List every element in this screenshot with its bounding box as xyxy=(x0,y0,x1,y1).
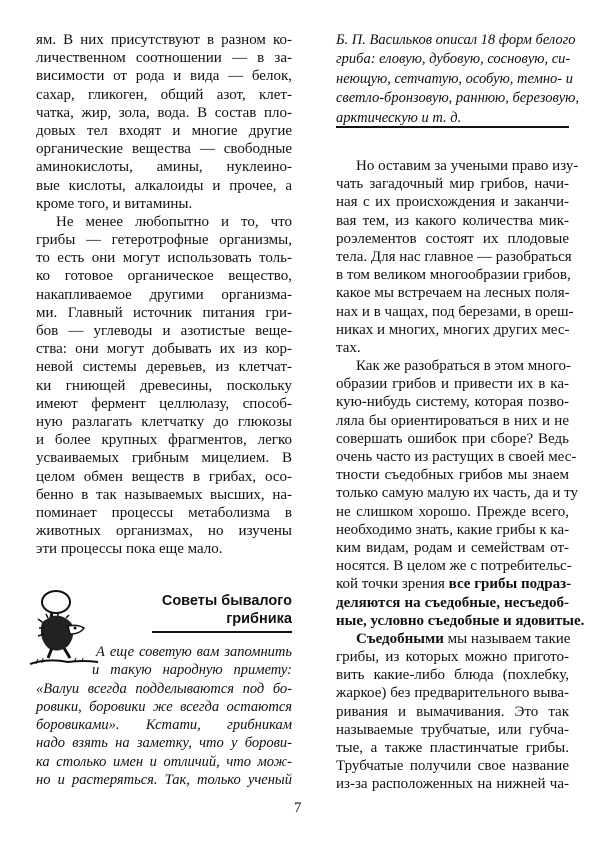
text-line: жаркое) без предварительного выва- xyxy=(336,685,569,702)
paragraph xyxy=(36,643,292,789)
text-line: в том великом многообразии грибов, xyxy=(336,267,571,284)
paragraph xyxy=(336,157,579,357)
text-line: нах и в чащах, под березами, в ореш- xyxy=(336,303,574,320)
text-line: гриба: еловую, дубовую, сосновую, си- xyxy=(336,51,571,68)
text-line: но и растеряться. Так, только ученый xyxy=(36,772,292,789)
text-line: аминокислоты, амины, нуклеино- xyxy=(36,159,292,176)
text-line: ко готовое органическое вещество, xyxy=(36,268,292,285)
sidebar-title-line: грибника xyxy=(226,611,292,627)
sidebar-title-line: Советы бывалого xyxy=(161,593,292,609)
text-line: вые кислоты, алкалоиды и прочее, а xyxy=(36,177,292,194)
text-line: целом обмен веществ в грибах, осо- xyxy=(36,468,292,485)
text-line: висимости от рода и вида — белок, xyxy=(36,68,292,85)
text-line: и более крупных фрагментов, легко xyxy=(36,432,292,449)
text-line: накапливаемое другими организма- xyxy=(36,286,292,303)
text-line: ровики, боровики же всегда остаются xyxy=(36,698,292,715)
text-line: то есть они могут использовать толь- xyxy=(36,250,292,267)
note-divider xyxy=(336,126,569,128)
text-line: личественном соотношении — в за- xyxy=(36,50,292,67)
text-line: Но оставим за учеными право изу- xyxy=(356,158,579,174)
text-line: тности съедобных грибов мы знаем xyxy=(336,467,569,484)
text-line: образии грибов и привести их в ка- xyxy=(336,376,569,393)
left-column xyxy=(36,31,292,558)
text-line: кроме того, и витамины. xyxy=(36,195,193,212)
bold-text: ные, условно съедобные и ядовитые. xyxy=(336,612,585,629)
text-line: А еще советую вам запомнить xyxy=(96,644,292,660)
text-line: органические вещества — свободные xyxy=(36,141,292,158)
text-line: грибы, из которых можно пригото- xyxy=(336,649,569,666)
text-line: ства: они могут добывать их из кор- xyxy=(36,341,292,358)
text-span: кой точки зрения xyxy=(336,576,449,593)
text-line: ривания и вымачивания. Это так xyxy=(336,703,569,720)
text-line: тела. Для нас главное — разобраться xyxy=(336,248,572,265)
text-line: Не менее любопытно и то, что xyxy=(56,213,292,230)
text-line: ная с их происхождения и заканчи- xyxy=(336,194,569,211)
sidebar-divider xyxy=(152,631,292,633)
text-line: надо взять на заметку, что у борови- xyxy=(36,735,292,752)
text-line: бенно в так называемых высших, на- xyxy=(36,486,292,503)
text-line: Трубчатые получили свое название xyxy=(336,758,569,775)
right-column xyxy=(336,157,585,794)
text-line: Б. П. Васильков описал 18 форм белого xyxy=(336,32,576,48)
text-line: очень часто из растущих в своей мес- xyxy=(336,449,577,465)
text-line: животных организмах, но изучены xyxy=(36,523,292,540)
paragraph xyxy=(36,213,292,559)
text-line: ки гниющей древесины, поскольку xyxy=(36,377,292,394)
text-line: роэлементов состоят их плодовые xyxy=(336,230,569,247)
sidebar-tip-text xyxy=(36,643,292,789)
paragraph xyxy=(336,630,569,794)
text-line: ким видам, родам и семействам от- xyxy=(336,539,569,556)
text-line xyxy=(336,594,569,612)
text-line: невой системы деревьев, из клетчат- xyxy=(36,359,292,376)
text-line: грибы — гетеротрофные организмы, xyxy=(36,232,292,249)
text-line: никах и многих, многих других мес- xyxy=(336,321,570,338)
paragraph xyxy=(336,31,580,128)
note-box xyxy=(336,31,580,128)
paragraph xyxy=(336,357,585,630)
bold-text: Съедобными xyxy=(356,630,444,647)
text-line: тые, а также пластинчатые грибы. xyxy=(336,740,569,756)
text-line: необходимо знать, какие грибы к ка- xyxy=(336,521,570,538)
text-line: бов — углеводы и азотистые веще- xyxy=(36,323,292,339)
text-line: кую-нибудь систему, которая позво- xyxy=(336,394,569,411)
text-line: вить какие-либо блюда (похлебку, xyxy=(336,667,569,684)
text-line: не слишком хорошо. Прежде всего, xyxy=(336,503,569,520)
text-line xyxy=(336,612,585,630)
text-line: арктическую и т. д. xyxy=(336,109,462,126)
text-line: тах. xyxy=(336,339,361,356)
text-line: называемые трубчатые, или губча- xyxy=(336,721,569,738)
paragraph xyxy=(36,31,292,213)
bold-text: деляются на съедобные, несъедоб- xyxy=(336,594,569,611)
bold-text: все грибы подраз- xyxy=(448,576,572,593)
text-span: мы называем такие xyxy=(443,630,571,647)
text-line: носятся. В целом же с потребительс- xyxy=(336,558,572,575)
text-line: «Валуи всегда подделываются под бо- xyxy=(36,680,292,697)
text-line: эти процессы пока еще мало. xyxy=(36,541,223,558)
sidebar-title xyxy=(140,592,292,628)
text-line: из-за расположенных на нижней ча- xyxy=(336,776,569,793)
text-line: Как же разобраться в этом много- xyxy=(356,358,572,375)
text-line: ную разлагать клетчатку до глюкозы xyxy=(36,413,292,430)
text-line: совершать ошибок при сборе? Ведь xyxy=(336,430,569,447)
text-line: имеют фермент целлюлазу, способ- xyxy=(36,395,292,412)
text-line: и такую народную примету: xyxy=(92,662,292,679)
text-line: ка столько имен и отличий, что мож- xyxy=(36,753,292,770)
text-line: поминает процессы метаболизма в xyxy=(36,504,292,521)
text-line: чатка, жир, зола, вода. В состав пло- xyxy=(36,104,292,121)
text-line: какое мы встречаем на лесных поля- xyxy=(336,285,570,302)
text-line: ляла бы ориентироваться в них и не xyxy=(336,412,569,429)
text-line: светло-бронзовую, раннюю, березовую, xyxy=(336,90,580,107)
page-number: 7 xyxy=(294,800,302,816)
text-line: вая тем, из какого количества мик- xyxy=(336,212,569,229)
text-line xyxy=(336,630,569,648)
text-line: ям. В них присутствуют в разном ко- xyxy=(36,32,292,48)
text-line: чать загадочный мир грибов, начи- xyxy=(336,176,569,193)
text-line: сахар, гликоген, общий азот, клет- xyxy=(36,86,292,103)
text-line: ми. Главный источник питания гри- xyxy=(36,304,292,321)
text-line: усваиваемых грибным мицелием. В xyxy=(36,450,292,467)
text-line: боровиками». Кстати, грибникам xyxy=(36,717,292,734)
text-line: только самую малую их часть, да и ту xyxy=(336,485,579,502)
text-line xyxy=(336,575,572,593)
text-line: довых тел входят и многие другие xyxy=(36,122,292,139)
text-line: неющую, сетчатую, особую, темно- и xyxy=(336,70,574,87)
